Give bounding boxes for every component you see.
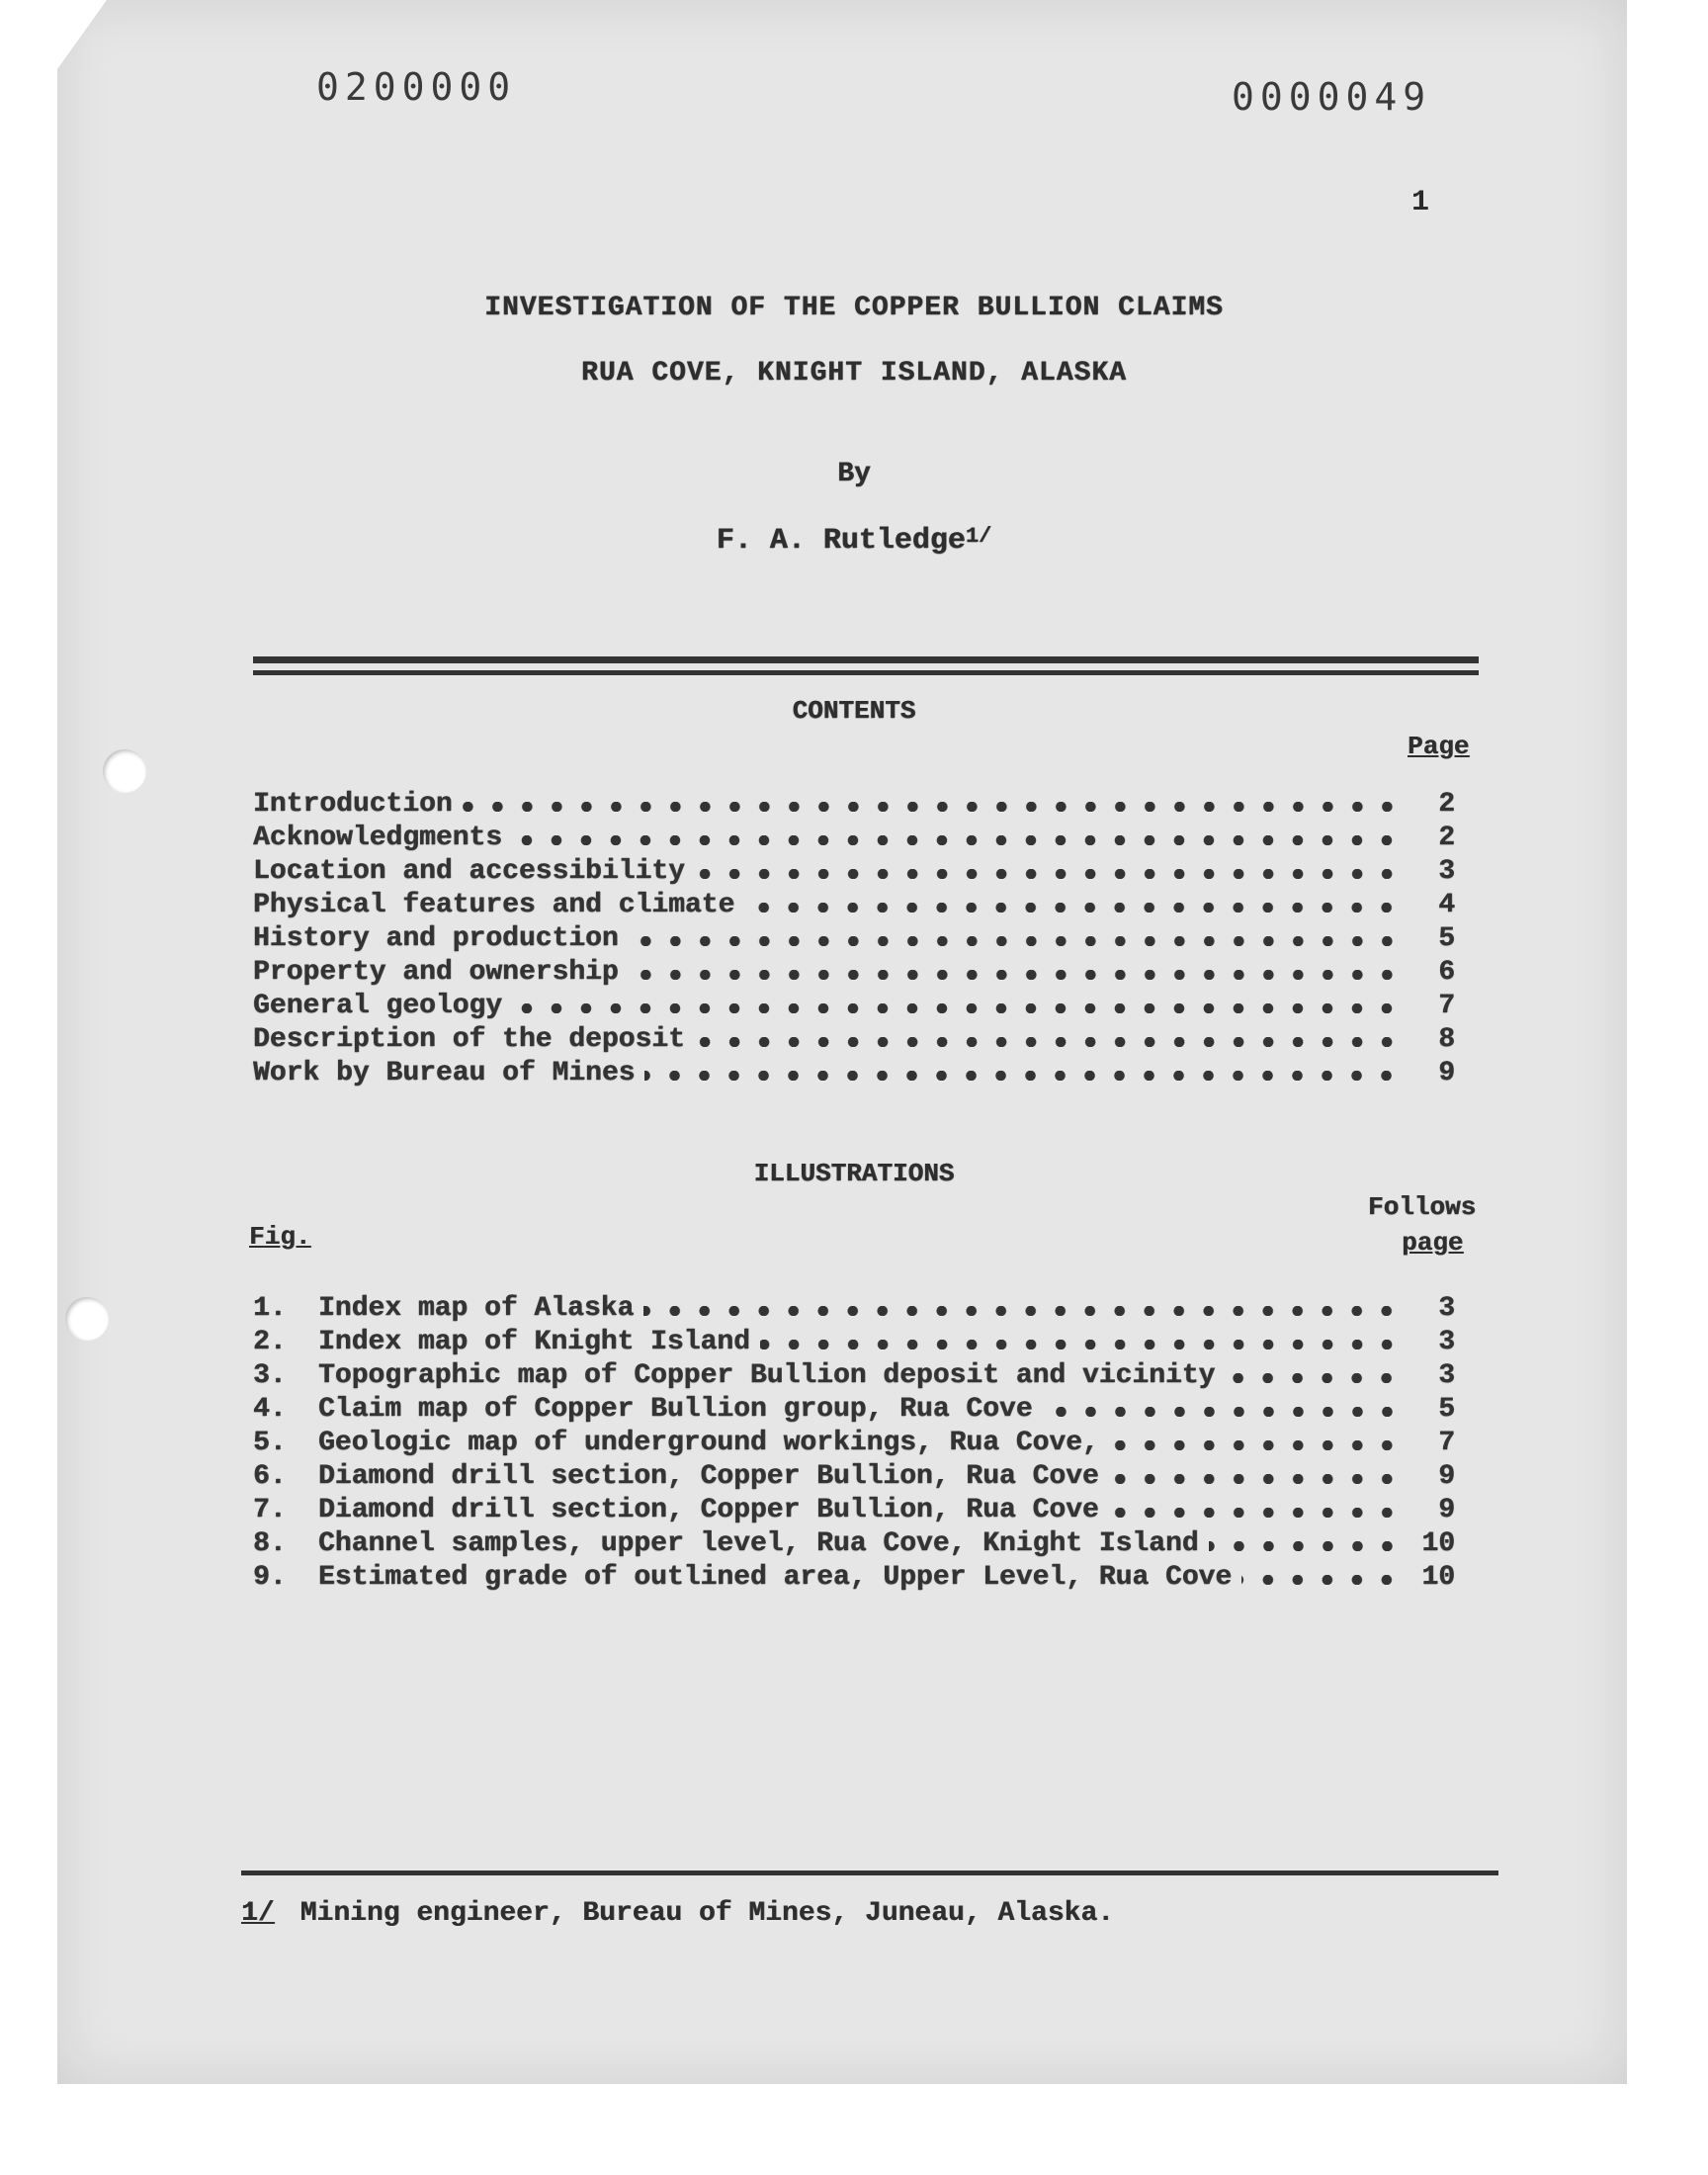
contents-entry-page: 2 [1438, 789, 1455, 820]
illustration-entry-page: 9 [1438, 1461, 1455, 1492]
punch-hole-bottom [65, 1297, 109, 1341]
contents-entry-label: History and production [253, 923, 619, 954]
page-number: 1 [1411, 186, 1430, 219]
author-footnote-mark: 1/ [965, 524, 992, 549]
illustration-entry-page: 7 [1438, 1428, 1455, 1458]
figure-number: 9. [253, 1562, 287, 1593]
illustration-entry-page: 9 [1438, 1495, 1455, 1525]
illustration-entry [253, 1392, 1455, 1425]
illustration-entry-label: Diamond drill section, Copper Bullion, Rua Cove [318, 1461, 1099, 1492]
author-name: F. A. Rutledge [716, 524, 966, 558]
dot-leader [463, 802, 1402, 812]
dot-leader [1209, 1541, 1402, 1551]
report-title: INVESTIGATION OF THE COPPER BULLION CLAIMS [484, 293, 1224, 323]
illustration-entry-label: Topographic map of Copper Bullion deposit and vicinity [318, 1360, 1216, 1391]
dot-leader [1109, 1474, 1402, 1484]
illustration-entry [253, 1426, 1455, 1458]
double-rule-top [253, 656, 1479, 663]
illustration-entry [253, 1526, 1455, 1559]
follows-column-heading-2: page [1402, 1228, 1464, 1258]
document-stamp-left: 0200000 [316, 65, 517, 109]
dot-leader [695, 1037, 1402, 1047]
dot-leader [629, 970, 1402, 980]
by-line: By [837, 459, 871, 489]
illustration-entry [253, 1358, 1455, 1391]
illustration-entry-label: Channel samples, upper level, Rua Cove, Knight Island [318, 1528, 1199, 1559]
report-subtitle: RUA COVE, KNIGHT ISLAND, ALASKA [581, 358, 1127, 389]
dot-leader [695, 869, 1402, 879]
contents-entry [253, 1056, 1455, 1088]
footnote-mark: 1/ [241, 1898, 275, 1929]
figure-number: 4. [253, 1394, 287, 1425]
dot-leader [744, 903, 1402, 913]
contents-entry-page: 3 [1438, 856, 1455, 887]
contents-entry-label: Location and accessibility [253, 856, 685, 887]
document-stamp-right: 0000049 [1232, 75, 1432, 119]
contents-heading: CONTENTS [792, 696, 916, 726]
figure-number: 1. [253, 1293, 287, 1324]
illustration-entry [253, 1459, 1455, 1492]
page-column-heading: Page [1408, 732, 1470, 761]
illustration-entry-page: 10 [1421, 1528, 1455, 1559]
illustration-entry [253, 1291, 1455, 1324]
illustration-entry-label: Geologic map of underground workings, Rua Cove, [318, 1428, 1099, 1458]
folded-corner [57, 0, 107, 69]
illustration-entry-label: Index map of Knight Island [318, 1327, 750, 1357]
dot-leader [643, 1306, 1402, 1316]
contents-entry-label: Work by Bureau of Mines [253, 1058, 636, 1088]
contents-entry [253, 888, 1455, 920]
illustration-entry-page: 5 [1438, 1394, 1455, 1425]
dot-leader [1109, 1508, 1402, 1518]
dot-leader [512, 835, 1402, 845]
contents-entry-page: 9 [1438, 1058, 1455, 1088]
contents-entry-label: Property and ownership [253, 957, 619, 988]
figure-number: 3. [253, 1360, 287, 1391]
illustration-entry-page: 10 [1421, 1562, 1455, 1593]
contents-entry [253, 854, 1455, 887]
dot-leader [629, 936, 1402, 946]
contents-entry [253, 1022, 1455, 1055]
contents-entry-page: 7 [1438, 991, 1455, 1021]
contents-entry-label: General geology [253, 991, 503, 1021]
figure-number: 6. [253, 1461, 287, 1492]
contents-entry-page: 6 [1438, 957, 1455, 988]
contents-entry-page: 8 [1438, 1024, 1455, 1055]
illustration-entry [253, 1493, 1455, 1525]
figure-number: 5. [253, 1428, 287, 1458]
illustration-entry-label: Diamond drill section, Copper Bullion, Rua Cove [318, 1495, 1099, 1525]
contents-entry [253, 787, 1455, 820]
dot-leader [1225, 1373, 1402, 1383]
contents-entry-page: 2 [1438, 823, 1455, 853]
dot-leader [1109, 1440, 1402, 1450]
double-rule-bottom [253, 670, 1479, 675]
dot-leader [1241, 1575, 1402, 1585]
punch-hole-top [103, 749, 146, 793]
illustration-entry-page: 3 [1438, 1360, 1455, 1391]
illustration-entry [253, 1560, 1455, 1593]
dot-leader [1043, 1407, 1402, 1417]
contents-entry-label: Description of the deposit [253, 1024, 685, 1055]
illustration-entry-label: Claim map of Copper Bullion group, Rua Cove [318, 1394, 1033, 1425]
footnote-text: Mining engineer, Bureau of Mines, Juneau, Alaska. [299, 1898, 1114, 1929]
contents-entry [253, 921, 1455, 954]
illustration-entry [253, 1325, 1455, 1357]
fig-column-heading: Fig. [249, 1222, 311, 1252]
dot-leader [644, 1071, 1402, 1081]
contents-entry-label: Introduction [253, 789, 453, 820]
contents-entry-page: 5 [1438, 923, 1455, 954]
contents-entry-label: Physical features and climate [253, 890, 735, 920]
figure-number: 8. [253, 1528, 287, 1559]
author-line [0, 524, 1708, 558]
dot-leader [760, 1340, 1402, 1349]
illustration-entry-label: Estimated grade of outlined area, Upper Level, Rua Cove [318, 1562, 1233, 1593]
contents-entry-label: Acknowledgments [253, 823, 503, 853]
contents-entry [253, 955, 1455, 988]
illustration-entry-label: Index map of Alaska [318, 1293, 635, 1324]
footnote-rule [241, 1870, 1498, 1875]
contents-entry [253, 989, 1455, 1021]
contents-entry-page: 4 [1438, 890, 1455, 920]
illustration-entry-page: 3 [1438, 1293, 1455, 1324]
figure-number: 2. [253, 1327, 287, 1357]
dot-leader [512, 1003, 1402, 1013]
figure-number: 7. [253, 1495, 287, 1525]
illustration-entry-page: 3 [1438, 1327, 1455, 1357]
follows-column-heading-1: Follows [1368, 1192, 1477, 1222]
illustrations-heading: ILLUSTRATIONS [753, 1159, 955, 1188]
footnote [241, 1898, 1114, 1929]
contents-entry [253, 821, 1455, 853]
